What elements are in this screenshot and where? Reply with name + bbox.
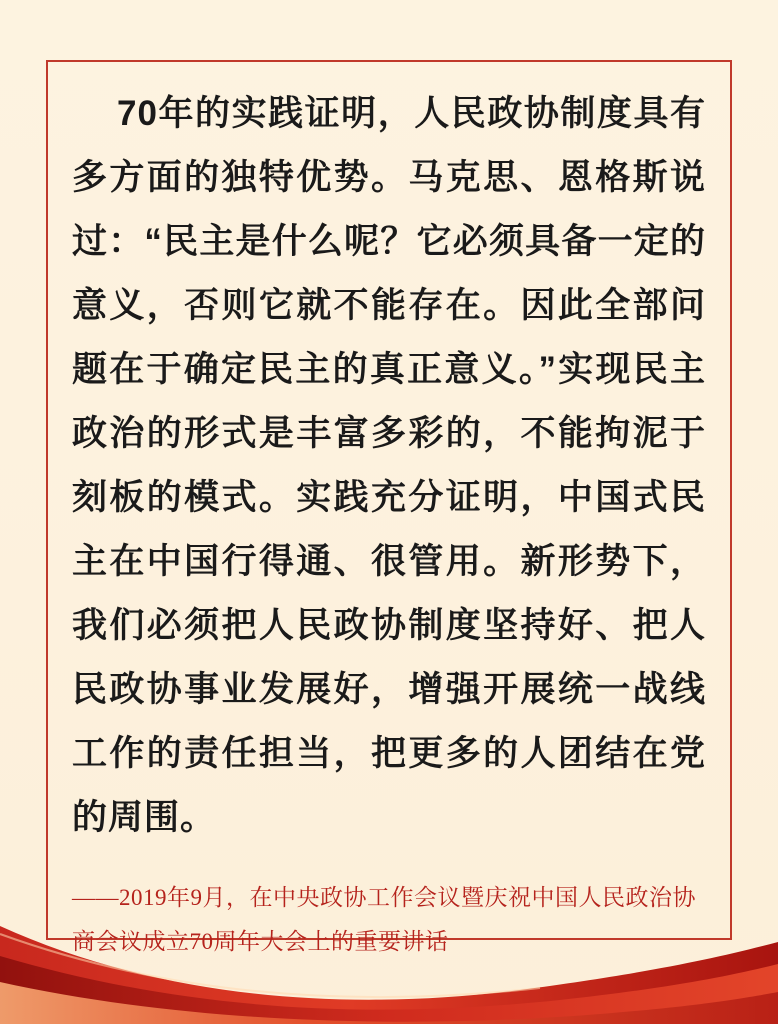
quote-attribution: ——2019年9月，在中央政协工作会议暨庆祝中国人民政治协商会议成立70周年大会上的重要讲话 [72,885,696,954]
poster-content [72,82,706,964]
quote-text: 70年的实践证明，人民政协制度具有多方面的独特优势。马克思、恩格斯说过：“民主是什么呢？它必须具备一定的意义，否则它就不能存在。因此全部问题在于确定民主的真正意义。”实现民主政治的形式是丰富多彩的，不能拘泥于刻板的模式。实践充分证明，中国式民主在中国行得通、很管用。新形势下，我们必须把人民政协制度坚持好、把人民政协事业发展好，增强开展统一战线工作的责任担当，把更多的人团结在党的周围。 [72,94,706,837]
red-ribbon-decoration [0,864,778,1024]
